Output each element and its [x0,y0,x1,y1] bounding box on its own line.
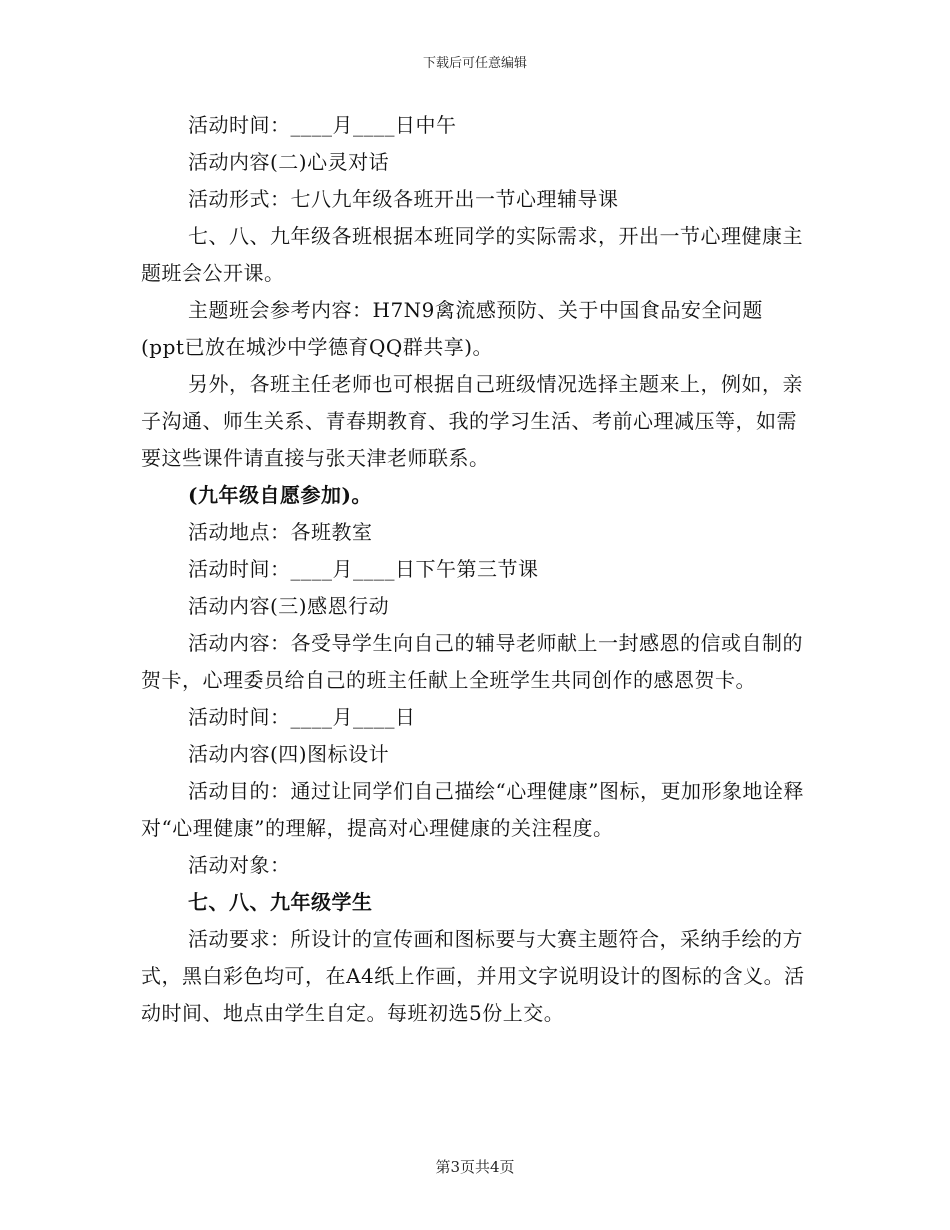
paragraph-activity-purpose: 活动目的：通过让同学们自己描绘“心理健康”图标，更加形象地诠释对“心理健康”的理解，提高对心理健康的关注程度。 [141,779,804,840]
paragraph-teacher-options: 另外，各班主任老师也可根据自己班级情况选择主题来上，例如，亲子沟通、师生关系、青春期教育、我的学习生活、考前心理减压等，如需要这些课件请直接与张天津老师联系。 [141,372,803,470]
paragraph-activity-content-4: 活动内容(四)图标设计 [188,742,390,766]
paragraph-activity-target: 活动对象： [188,853,291,877]
paragraph-class-meeting: 七、八、九年级各班根据本班同学的实际需求，开出一节心理健康主题班会公开课。 [141,224,803,285]
paragraph-activity-time-3: 活动时间：____月____日 [188,705,416,729]
paragraph-activity-content-3: 活动内容(三)感恩行动 [188,594,390,618]
document-body [141,107,806,1032]
paragraph-activity-time-2: 活动时间：____月____日下午第三节课 [188,557,539,581]
paragraph-grade9-voluntary: (九年级自愿参加)。 [188,483,372,507]
page-footer: 第3页共4页 [435,1158,515,1176]
paragraph-meeting-reference: 主题班会参考内容：H7N9禽流感预防、关于中国食品安全问题(ppt已放在城沙中学德育QQ群共享)。 [141,298,763,359]
paragraph-activity-time-1: 活动时间：____月____日中午 [188,113,457,137]
paragraph-activity-requirements: 活动要求：所设计的宣传画和图标要与大赛主题符合，采纳手绘的方式，黑白彩色均可，在A4纸上作画，并用文字说明设计的图标的含义。活动时间、地点由学生自定。每班初选5份上交。 [141,927,805,1025]
paragraph-activity-content-2: 活动内容(二)心灵对话 [188,150,390,174]
paragraph-gratitude-details: 活动内容：各受导学生向自己的辅导老师献上一封感恩的信或自制的贺卡，心理委员给自己的班主任献上全班学生共同创作的感恩贺卡。 [141,631,803,692]
paragraph-target-grades: 七、八、九年级学生 [188,890,373,914]
page-header: 下载后可任意编辑 [422,56,527,71]
paragraph-activity-location: 活动地点：各班教室 [188,520,373,544]
paragraph-activity-form: 活动形式：七八九年级各班开出一节心理辅导课 [188,187,619,211]
